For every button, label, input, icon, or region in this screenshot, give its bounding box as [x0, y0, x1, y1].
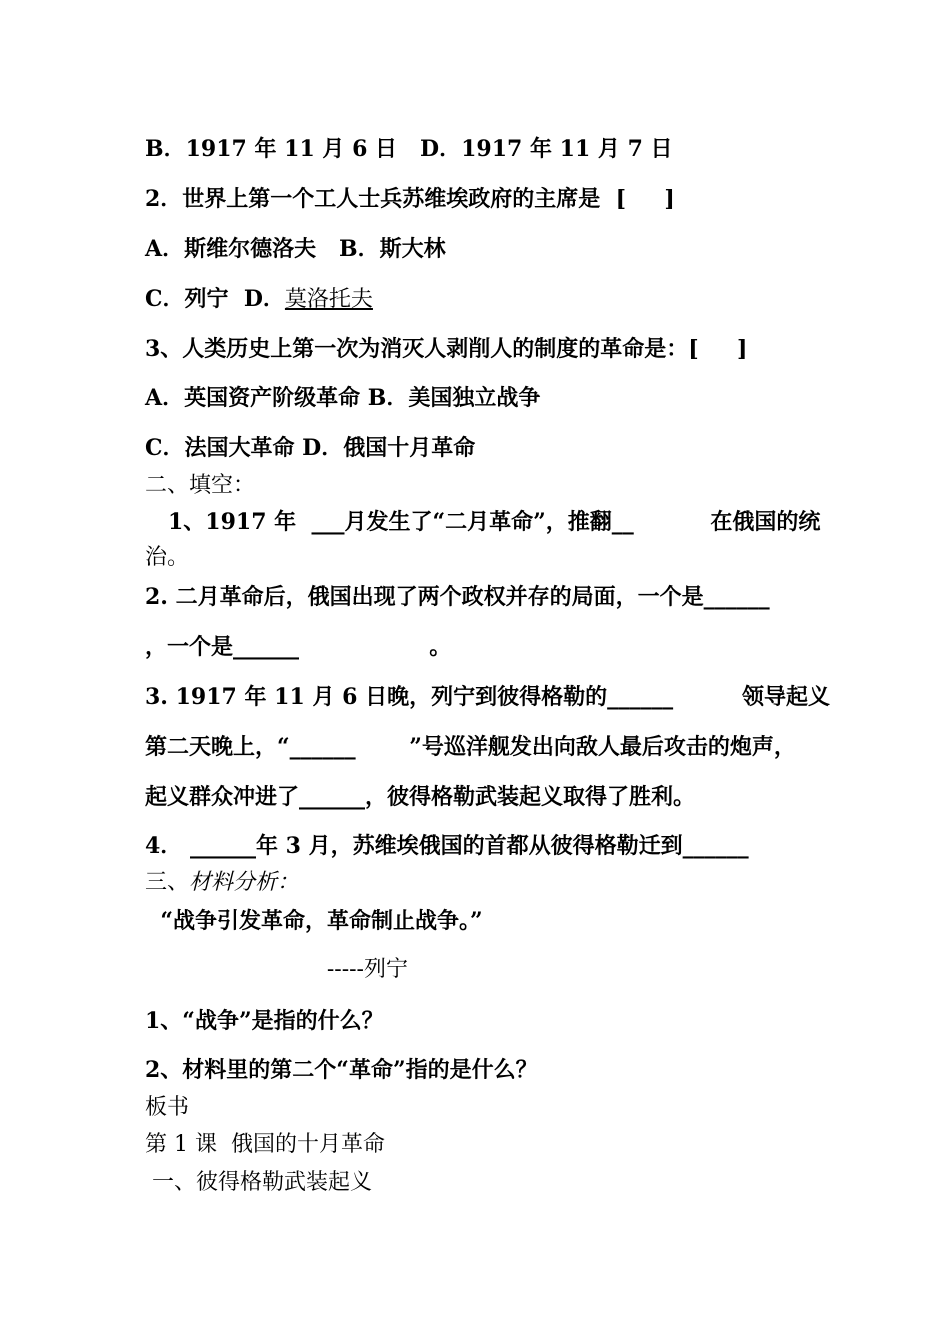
- blank-2-continued: ，一个是______ 。: [145, 634, 452, 660]
- section-fill-blank-heading: 二、填空：: [145, 473, 256, 498]
- blank-2: 2. 二月革命后，俄国出现了两个政权并存的局面，一个是______: [145, 584, 770, 610]
- blank-3: 3. 1917 年 11 月 6 日晚，列宁到彼得格勒的______ 领导起义: [145, 684, 831, 710]
- lesson-section-1: 一、彼得格勒武装起义: [145, 1170, 372, 1195]
- section-material-analysis-heading: [145, 868, 299, 898]
- lesson-title: 第 1 课 俄国的十月革命: [145, 1132, 385, 1157]
- analysis-question-1: 1、“战争”是指的什么？: [145, 1008, 384, 1034]
- blank-3-line-3: 起义群众冲进了______，彼得格勒武装起义取得了胜利。: [145, 784, 696, 810]
- section-title: 材料分析：: [189, 870, 300, 895]
- q1-options-bd: B．1917 年 11 月 6 日 D．1917 年 11 月 7 日: [145, 136, 673, 162]
- q3-options-ab: A．英国资产阶级革命 B．美国独立战争: [145, 385, 541, 411]
- blank-3-line-2: 第二天晚上，“______ ”号巡洋舰发出向敌人最后攻击的炮声，: [145, 734, 796, 760]
- q2-options-ab: A．斯维尔德洛夫 B．斯大林: [145, 236, 446, 262]
- section-number: 三、: [145, 870, 190, 895]
- q3-options-cd: C．法国大革命 D．俄国十月革命: [145, 435, 476, 461]
- q3-question: 3、人类历史上第一次为消灭人剥削人的制度的革命是：[ ]: [145, 336, 748, 362]
- board-notes-heading: 板书: [145, 1095, 190, 1120]
- blank-4: 4． ______年 3 月，苏维埃俄国的首都从彼得格勒迁到______: [145, 833, 749, 859]
- q2-question: 2．世界上第一个工人士兵苏维埃政府的主席是 [ ]: [145, 186, 675, 212]
- analysis-question-2: 2、材料里的第二个“革命”指的是什么？: [145, 1057, 538, 1083]
- q2-options-cd-text: C．列宁 D．: [145, 286, 285, 312]
- blank-1-continued: 治。: [145, 545, 190, 570]
- blank-1: 1、1917 年 ___月发生了“二月革命”，推翻__ 在俄国的统: [145, 509, 821, 535]
- q2-options-cd: [145, 284, 373, 315]
- quote-text: “战争引发革命，革命制止战争。”: [145, 908, 483, 934]
- quote-author: -----列宁: [145, 957, 408, 982]
- q2-option-d-underlined: 莫洛托夫: [284, 287, 373, 312]
